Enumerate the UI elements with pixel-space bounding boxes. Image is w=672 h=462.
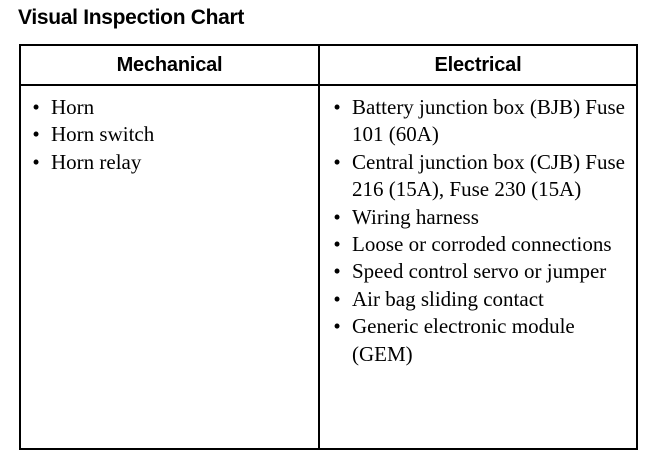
list-item [331,258,631,285]
electrical-item-text: Speed control servo or jumper [352,259,607,284]
chart-title: Visual Inspection Chart [18,6,245,29]
header-divider [21,84,636,86]
bullet: • [333,232,341,257]
mechanical-item-text: Horn [51,95,95,119]
electrical-column-header: Electrical [434,54,522,76]
mechanical-item-list [30,94,310,176]
list-item [331,204,631,231]
electrical-item-text: Generic electronic module (GEM) [352,314,575,366]
column-divider [318,46,320,448]
electrical-item-list [331,94,631,368]
mechanical-column-header: Mechanical [116,54,223,76]
mechanical-item-text: Horn relay [51,149,142,174]
bullet: • [333,314,341,339]
inspection-table [19,44,638,450]
bullet: • [333,286,341,311]
list-item [331,94,631,149]
list-item [331,286,631,313]
list-item [331,149,631,204]
bullet: • [333,204,341,229]
bullet: • [32,122,40,147]
list-item [331,313,631,368]
list-item [331,231,631,258]
electrical-item-text: Battery junction box (BJB) Fuse 101 (60A) [352,95,625,147]
list-item [30,149,310,176]
bullet: • [32,149,40,174]
electrical-item-text: Loose or corroded connections [352,232,612,257]
list-item [30,121,310,148]
mechanical-item-text: Horn switch [51,122,155,147]
bullet: • [333,149,341,174]
bullet: • [32,95,40,119]
list-item [30,94,310,121]
electrical-item-text: Wiring harness [352,204,479,229]
electrical-item-text: Central junction box (CJB) Fuse 216 (15A), Fuse 230 (15A) [352,149,625,202]
bullet: • [333,95,341,119]
bullet: • [333,259,341,284]
electrical-item-text: Air bag sliding contact [352,286,544,311]
